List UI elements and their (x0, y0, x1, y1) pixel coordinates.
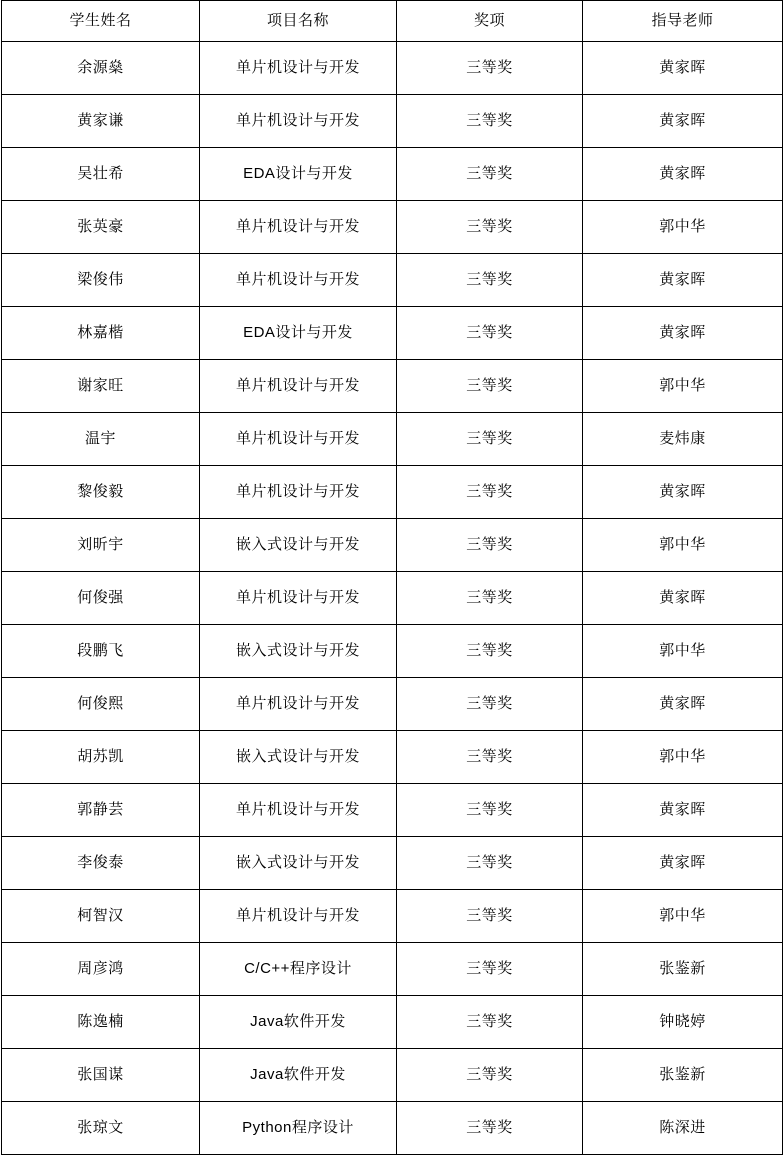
cell-project-name: 单片机设计与开发 (200, 42, 397, 95)
cell-advisor: 黄家晖 (583, 837, 783, 890)
cell-project-name: 单片机设计与开发 (200, 201, 397, 254)
cell-award: 三等奖 (397, 42, 583, 95)
table-body (2, 42, 783, 1155)
table-row (2, 466, 783, 519)
table-row (2, 996, 783, 1049)
cell-project-name: 单片机设计与开发 (200, 890, 397, 943)
cell-student-name: 郭静芸 (2, 784, 200, 837)
cell-advisor: 麦炜康 (583, 413, 783, 466)
cell-project-name: 嵌入式设计与开发 (200, 731, 397, 784)
cell-advisor: 黄家晖 (583, 678, 783, 731)
cell-project-name: 单片机设计与开发 (200, 360, 397, 413)
cell-project-name: 单片机设计与开发 (200, 254, 397, 307)
cell-award: 三等奖 (397, 519, 583, 572)
award-list-table (1, 0, 783, 1155)
cell-project-name: Python程序设计 (200, 1102, 397, 1155)
cell-advisor: 黄家晖 (583, 784, 783, 837)
cell-advisor: 郭中华 (583, 360, 783, 413)
cell-advisor: 钟晓婷 (583, 996, 783, 1049)
cell-student-name: 何俊熙 (2, 678, 200, 731)
cell-award: 三等奖 (397, 95, 583, 148)
cell-advisor: 黄家晖 (583, 307, 783, 360)
cell-advisor: 郭中华 (583, 519, 783, 572)
cell-award: 三等奖 (397, 731, 583, 784)
cell-advisor: 郭中华 (583, 890, 783, 943)
table-header (2, 1, 783, 42)
cell-award: 三等奖 (397, 466, 583, 519)
table-row (2, 307, 783, 360)
table-row (2, 625, 783, 678)
cell-award: 三等奖 (397, 572, 583, 625)
column-header-award: 奖项 (397, 1, 583, 42)
table-row (2, 360, 783, 413)
cell-advisor: 郭中华 (583, 201, 783, 254)
cell-award: 三等奖 (397, 360, 583, 413)
cell-award: 三等奖 (397, 625, 583, 678)
table-row (2, 1049, 783, 1102)
cell-advisor: 黄家晖 (583, 95, 783, 148)
table-row (2, 95, 783, 148)
cell-project-name: EDA设计与开发 (200, 148, 397, 201)
cell-award: 三等奖 (397, 837, 583, 890)
cell-project-name: 单片机设计与开发 (200, 572, 397, 625)
cell-project-name: 单片机设计与开发 (200, 413, 397, 466)
cell-award: 三等奖 (397, 678, 583, 731)
cell-advisor: 陈深进 (583, 1102, 783, 1155)
table-row (2, 943, 783, 996)
table-row (2, 731, 783, 784)
cell-student-name: 李俊泰 (2, 837, 200, 890)
table-row (2, 42, 783, 95)
cell-student-name: 黄家谦 (2, 95, 200, 148)
cell-student-name: 吴壮希 (2, 148, 200, 201)
table-row (2, 254, 783, 307)
table-row (2, 201, 783, 254)
cell-project-name: EDA设计与开发 (200, 307, 397, 360)
table-row (2, 413, 783, 466)
cell-student-name: 余源燊 (2, 42, 200, 95)
cell-award: 三等奖 (397, 1102, 583, 1155)
cell-advisor: 黄家晖 (583, 42, 783, 95)
cell-award: 三等奖 (397, 996, 583, 1049)
cell-award: 三等奖 (397, 254, 583, 307)
cell-student-name: 张英豪 (2, 201, 200, 254)
table-row (2, 1102, 783, 1155)
cell-advisor: 黄家晖 (583, 148, 783, 201)
cell-student-name: 黎俊毅 (2, 466, 200, 519)
cell-student-name: 陈逸楠 (2, 996, 200, 1049)
cell-project-name: 嵌入式设计与开发 (200, 625, 397, 678)
cell-student-name: 梁俊伟 (2, 254, 200, 307)
cell-student-name: 何俊强 (2, 572, 200, 625)
column-header-student-name: 学生姓名 (2, 1, 200, 42)
cell-project-name: 嵌入式设计与开发 (200, 519, 397, 572)
cell-advisor: 张鉴新 (583, 943, 783, 996)
cell-award: 三等奖 (397, 201, 583, 254)
cell-project-name: 单片机设计与开发 (200, 95, 397, 148)
cell-student-name: 胡苏凯 (2, 731, 200, 784)
cell-student-name: 张琼文 (2, 1102, 200, 1155)
cell-award: 三等奖 (397, 890, 583, 943)
cell-project-name: C/C++程序设计 (200, 943, 397, 996)
cell-project-name: Java软件开发 (200, 996, 397, 1049)
cell-advisor: 黄家晖 (583, 254, 783, 307)
table-header-row (2, 1, 783, 42)
cell-project-name: 单片机设计与开发 (200, 678, 397, 731)
cell-project-name: 单片机设计与开发 (200, 466, 397, 519)
cell-award: 三等奖 (397, 943, 583, 996)
cell-student-name: 林嘉楷 (2, 307, 200, 360)
cell-project-name: 嵌入式设计与开发 (200, 837, 397, 890)
cell-award: 三等奖 (397, 1049, 583, 1102)
cell-student-name: 柯智汉 (2, 890, 200, 943)
table-row (2, 148, 783, 201)
table-row (2, 678, 783, 731)
cell-advisor: 张鉴新 (583, 1049, 783, 1102)
cell-student-name: 谢家旺 (2, 360, 200, 413)
cell-advisor: 黄家晖 (583, 572, 783, 625)
cell-award: 三等奖 (397, 307, 583, 360)
column-header-project-name: 项目名称 (200, 1, 397, 42)
cell-student-name: 温宇 (2, 413, 200, 466)
cell-student-name: 周彦鸿 (2, 943, 200, 996)
cell-student-name: 段鹏飞 (2, 625, 200, 678)
table-row (2, 837, 783, 890)
table-row (2, 890, 783, 943)
cell-advisor: 黄家晖 (583, 466, 783, 519)
table-row (2, 572, 783, 625)
table-row (2, 784, 783, 837)
cell-project-name: 单片机设计与开发 (200, 784, 397, 837)
cell-advisor: 郭中华 (583, 731, 783, 784)
cell-advisor: 郭中华 (583, 625, 783, 678)
cell-award: 三等奖 (397, 784, 583, 837)
cell-student-name: 刘昕宇 (2, 519, 200, 572)
cell-award: 三等奖 (397, 148, 583, 201)
cell-student-name: 张国谋 (2, 1049, 200, 1102)
table-row (2, 519, 783, 572)
column-header-advisor: 指导老师 (583, 1, 783, 42)
cell-project-name: Java软件开发 (200, 1049, 397, 1102)
cell-award: 三等奖 (397, 413, 583, 466)
